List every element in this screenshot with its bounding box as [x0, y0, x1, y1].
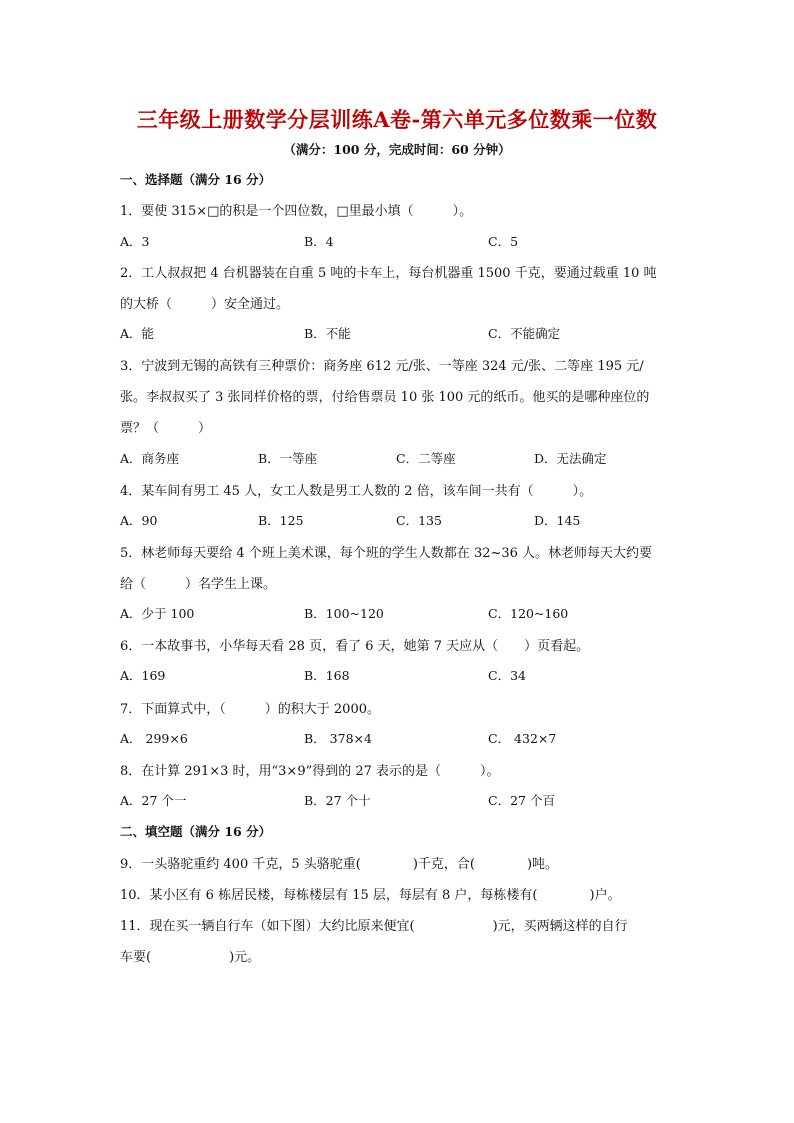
- q3-option-a: A．商务座: [120, 451, 180, 466]
- q3-option-c: C．二等座: [396, 451, 456, 466]
- question-7: 7．下面算式中，（ ）的积大于 2000。: [120, 702, 380, 717]
- q6-option-b: B．168: [304, 668, 350, 683]
- q4-option-b: B．125: [258, 513, 304, 528]
- question-4: 4．某车间有男工 45 人，女工人数是男工人数的 2 倍，该车间一共有（ ）。: [120, 484, 593, 499]
- question-8: 8．在计算 291×3 时，用“3×9”得到的 27 表示的是（ ）。: [120, 764, 500, 779]
- q8-option-c: C．27 个百: [488, 793, 555, 808]
- q7-option-a: A． 299×6: [120, 731, 188, 746]
- question-5-line-1: 5．林老师每天要给 4 个班上美术课，每个班的学生人数都在 32~36 人。林老师每天大约要: [120, 546, 653, 561]
- q3-option-d: D．无法确定: [534, 451, 607, 466]
- q1-option-b: B．4: [304, 234, 334, 249]
- page-title: 三年级上册数学分层训练A卷-第六单元多位数乘一位数: [136, 107, 658, 132]
- q1-option-a: A．3: [120, 234, 150, 249]
- q2-option-a: A．能: [120, 326, 155, 341]
- question-2-line-2: 的大桥（ ）安全通过。: [120, 297, 290, 312]
- q4-option-a: A．90: [120, 513, 158, 528]
- q4-option-c: C．135: [396, 513, 442, 528]
- q6-option-a: A．169: [120, 668, 166, 683]
- section-heading-choice: 一、选择题（满分 16 分）: [120, 172, 272, 187]
- section-heading-fill: 二、填空题（满分 16 分）: [120, 824, 272, 839]
- question-3-line-3: 票？（ ）: [120, 421, 212, 436]
- q5-option-b: B．100~120: [304, 606, 384, 621]
- question-1: 1．要使 315×□的积是一个四位数，□里最小填（ ）。: [120, 204, 473, 219]
- q8-option-b: B．27 个十: [304, 793, 371, 808]
- q5-option-a: A．少于 100: [120, 606, 195, 621]
- q8-option-a: A．27 个一: [120, 793, 187, 808]
- q7-option-c: C． 432×7: [488, 731, 557, 746]
- q6-option-c: C．34: [488, 668, 526, 683]
- question-3-line-1: 3．宁波到无锡的高铁有三种票价：商务座 612 元/张、一等座 324 元/张、二等座 195 元/: [120, 359, 644, 374]
- page-subtitle: （满分：100 分，完成时间：60 分钟）: [283, 142, 511, 157]
- q5-option-c: C．120~160: [488, 606, 569, 621]
- question-6: 6．一本故事书，小华每天看 28 页，看了 6 天，她第 7 天应从（ ）页看起。: [120, 639, 590, 654]
- question-9: 9．一头骆驼重约 400 千克，5 头骆驼重( )千克，合( )吨。: [120, 857, 559, 872]
- q3-option-b: B．一等座: [258, 451, 318, 466]
- question-5-line-2: 给（ ）名学生上课。: [120, 577, 277, 592]
- question-11-line-2: 车要( )元。: [120, 950, 261, 965]
- q4-option-d: D．145: [534, 513, 581, 528]
- question-2-line-1: 2．工人叔叔把 4 台机器装在自重 5 吨的卡车上，每台机器重 1500 千克，要通过载重 10 吨: [120, 266, 657, 281]
- q1-option-c: C．5: [488, 234, 519, 249]
- q2-option-c: C．不能确定: [488, 326, 561, 341]
- question-11-line-1: 11．现在买一辆自行车（如下图）大约比原来便宜( )元，买两辆这样的自行: [120, 919, 628, 934]
- q2-option-b: B．不能: [304, 326, 351, 341]
- q7-option-b: B． 378×4: [304, 731, 372, 746]
- question-3-line-2: 张。李叔叔买了 3 张同样价格的票，付给售票员 10 张 100 元的纸币。他买的是哪种座位的: [120, 390, 650, 405]
- question-10: 10．某小区有 6 栋居民楼，每栋楼层有 15 层，每层有 8 户，每栋楼有( )户。: [120, 888, 621, 903]
